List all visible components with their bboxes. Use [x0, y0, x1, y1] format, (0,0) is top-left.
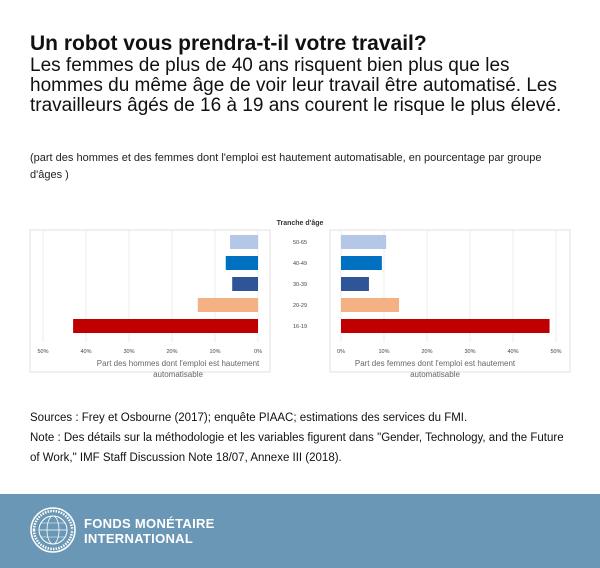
x-tick-label: 20%: [166, 349, 178, 355]
x-tick-label: 30%: [464, 349, 476, 355]
imf-name-line2: INTERNATIONAL: [84, 531, 194, 546]
category-label: 20-29: [292, 303, 308, 309]
x-tick-label: 20%: [421, 349, 433, 355]
x-tick-label: 0%: [337, 349, 345, 355]
sources-text: Sources : Frey et Osbourne (2017); enquête PIAAC; estimations des services du FMI.: [30, 412, 468, 424]
footer: [30, 408, 575, 468]
imf-name-line1: FONDS MONÉTAIRE: [84, 516, 215, 531]
imf-banner: [0, 494, 600, 568]
bar-16-19: [73, 319, 258, 333]
bar-30-39: [341, 277, 369, 291]
bar-16-19: [341, 319, 550, 333]
x-tick-label: 50%: [37, 349, 49, 355]
imf-name: [84, 516, 215, 546]
age-group-bar-chart: [0, 210, 600, 380]
chart-title: Tranche d'âge: [276, 220, 324, 227]
x-tick-label: 0%: [254, 349, 262, 355]
x-axis-title-line2: automatisable: [153, 370, 203, 379]
x-tick-label: 10%: [378, 349, 390, 355]
methodology-note: Note : Des détails sur la méthodologie et les variables figurent dans "Gender, Technology, and the Future of Work," IMF Staff Discussion Note 18/07, Annexe III (2018).: [30, 432, 564, 464]
x-tick-label: 50%: [550, 349, 562, 355]
category-label: 30-39: [292, 282, 308, 288]
bar-50-65: [341, 235, 386, 249]
imf-seal-logo: [30, 507, 76, 553]
x-tick-label: 30%: [123, 349, 135, 355]
page-title: Un robot vous prendra-t-il votre travail?: [30, 32, 427, 55]
bar-40-49: [226, 256, 258, 270]
x-tick-label: 40%: [80, 349, 92, 355]
bar-50-65: [230, 235, 258, 249]
bar-40-49: [341, 256, 382, 270]
x-axis-title-line1: Part des femmes dont l'emploi est hautement: [354, 359, 516, 368]
chart-note: (part des hommes et des femmes dont l'emploi est hautement automatisable, en pourcentage par groupe d'âges ): [30, 152, 542, 181]
bar-20-29: [341, 298, 399, 312]
bar-20-29: [198, 298, 258, 312]
category-label: 16-19: [292, 324, 308, 330]
x-axis-title-line2: automatisable: [410, 370, 460, 379]
x-tick-label: 40%: [507, 349, 519, 355]
category-label: 50-65: [292, 240, 308, 246]
page-subtitle: Les femmes de plus de 40 ans risquent bien plus que les hommes du même âge de voir leur travail être automatisé. Les travailleurs âgés de 16 à 19 ans courent le risque le plus élevé.: [30, 55, 562, 116]
bar-30-39: [232, 277, 258, 291]
x-axis-title-line1: Part des hommes dont l'emploi est hautement: [96, 359, 260, 368]
x-tick-label: 10%: [209, 349, 221, 355]
category-label: 40-49: [292, 261, 308, 267]
